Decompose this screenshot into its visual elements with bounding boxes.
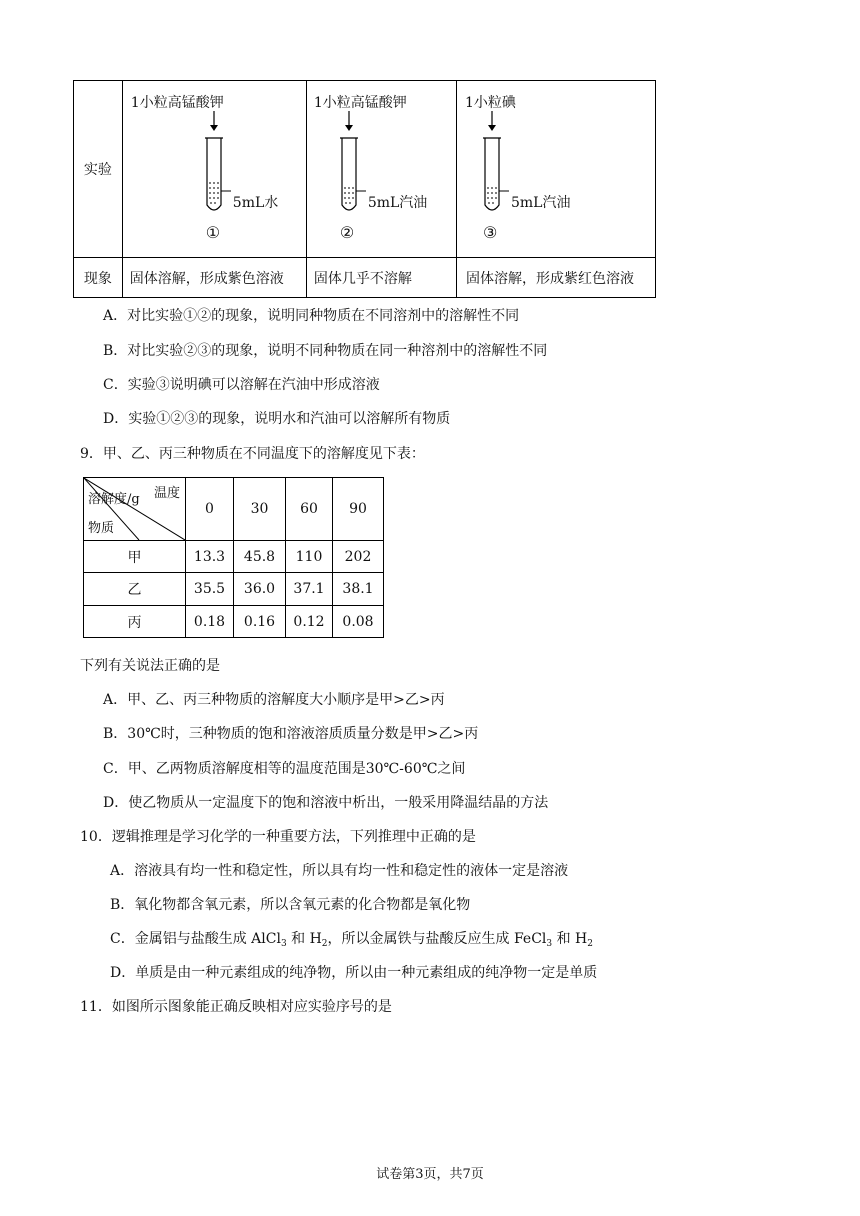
substance-name: 甲 — [84, 541, 186, 573]
temp-header: 90 — [333, 478, 384, 541]
reagent-label: 1小粒高锰酸钾 — [130, 95, 224, 111]
experiment-cell-1 — [122, 81, 306, 258]
phenomenon-cell: 固体溶解，形成紫红色溶液 — [457, 258, 656, 298]
solubility-value: 38.1 — [333, 573, 384, 606]
q9-option-a: A．甲、乙、丙三种物质的溶解度大小顺序是甲>乙>丙 — [103, 692, 445, 708]
row-label-phenomenon: 现象 — [74, 258, 123, 298]
solubility-value: 35.5 — [186, 573, 234, 606]
q8-option-c: C．实验③说明碘可以溶解在汽油中形成溶液 — [103, 377, 380, 393]
page-footer: 试卷第3页，共7页 — [376, 1167, 484, 1182]
reagent-label: 1小粒高锰酸钾 — [313, 95, 407, 111]
q9-option-b: B．30℃时，三种物质的饱和溶液溶质质量分数是甲>乙>丙 — [103, 726, 479, 742]
solvent-label: 5mL汽油 — [511, 195, 571, 211]
solubility-value: 0.08 — [333, 606, 384, 638]
temp-header: 60 — [286, 478, 333, 541]
substance-name: 乙 — [84, 573, 186, 606]
solubility-value: 0.16 — [234, 606, 286, 638]
phenomenon-cell: 固体几乎不溶解 — [306, 258, 456, 298]
q11-stem: 11．如图所示图象能正确反映相对应实验序号的是 — [80, 999, 392, 1015]
q10-option-d: D．单质是由一种元素组成的纯净物，所以由一种元素组成的纯净物一定是单质 — [110, 965, 598, 981]
q10-option-a: A．溶液具有均一性和稳定性，所以具有均一性和稳定性的液体一定是溶液 — [110, 863, 569, 879]
q9-option-c: C．甲、乙两物质溶解度相等的温度范围是30℃-60℃之间 — [103, 761, 466, 777]
q9-option-d: D．使乙物质从一定温度下的饱和溶液中析出，一般采用降温结晶的方法 — [103, 795, 549, 811]
experiment-cell-2 — [306, 81, 456, 258]
solubility-value: 0.12 — [286, 606, 333, 638]
q9-stem: 9．甲、乙、丙三种物质在不同温度下的溶解度见下表： — [80, 446, 425, 462]
solubility-value: 110 — [286, 541, 333, 573]
experiment-number: ② — [339, 223, 355, 242]
q10-option-c: C．金属铝与盐酸生成 AlCl$_3$ 和 $H_2$，所以金属铁与盐酸反应生成 FeCl$_3$ 和 $H_2$ — [110, 931, 593, 949]
solubility-value: 45.8 — [234, 541, 286, 573]
q8-option-a: A．对比实验①②的现象，说明同种物质在不同溶剂中的溶解性不同 — [103, 308, 520, 324]
header-substance: 物质 — [88, 521, 115, 536]
q8-option-b: B．对比实验②③的现象，说明不同种物质在同一种溶剂中的溶解性不同 — [103, 343, 548, 359]
solubility-table — [83, 477, 384, 638]
solubility-value: 0.18 — [186, 606, 234, 638]
phenomenon-cell: 固体溶解，形成紫色溶液 — [122, 258, 306, 298]
temp-header: 30 — [234, 478, 286, 541]
solubility-value: 37.1 — [286, 573, 333, 606]
experiment-table — [73, 80, 656, 298]
temp-header: 0 — [186, 478, 234, 541]
header-temperature: 温度 — [154, 486, 181, 501]
q8-option-d: D．实验①②③的现象，说明水和汽油可以溶解所有物质 — [103, 411, 451, 427]
experiment-number: ③ — [483, 223, 498, 242]
q9-prompt: 下列有关说法正确的是 — [80, 658, 220, 674]
header-solubility: 溶解度/g — [88, 492, 140, 507]
solvent-label: 5mL水 — [232, 195, 279, 211]
solubility-value: 13.3 — [186, 541, 234, 573]
experiment-cell-3 — [457, 81, 656, 258]
reagent-label: 1小粒碘 — [465, 95, 516, 111]
substance-name: 丙 — [84, 606, 186, 638]
solubility-value: 36.0 — [234, 573, 286, 606]
experiment-number: ① — [205, 223, 221, 242]
row-label-experiment: 实验 — [74, 81, 123, 258]
q10-option-b: B．氧化物都含氧元素，所以含氧元素的化合物都是氧化物 — [110, 897, 471, 913]
solubility-value: 202 — [333, 541, 384, 573]
solvent-label: 5mL汽油 — [367, 195, 428, 211]
q10-stem: 10．逻辑推理是学习化学的一种重要方法，下列推理中正确的是 — [80, 829, 476, 845]
diagonal-header-cell — [84, 478, 186, 541]
